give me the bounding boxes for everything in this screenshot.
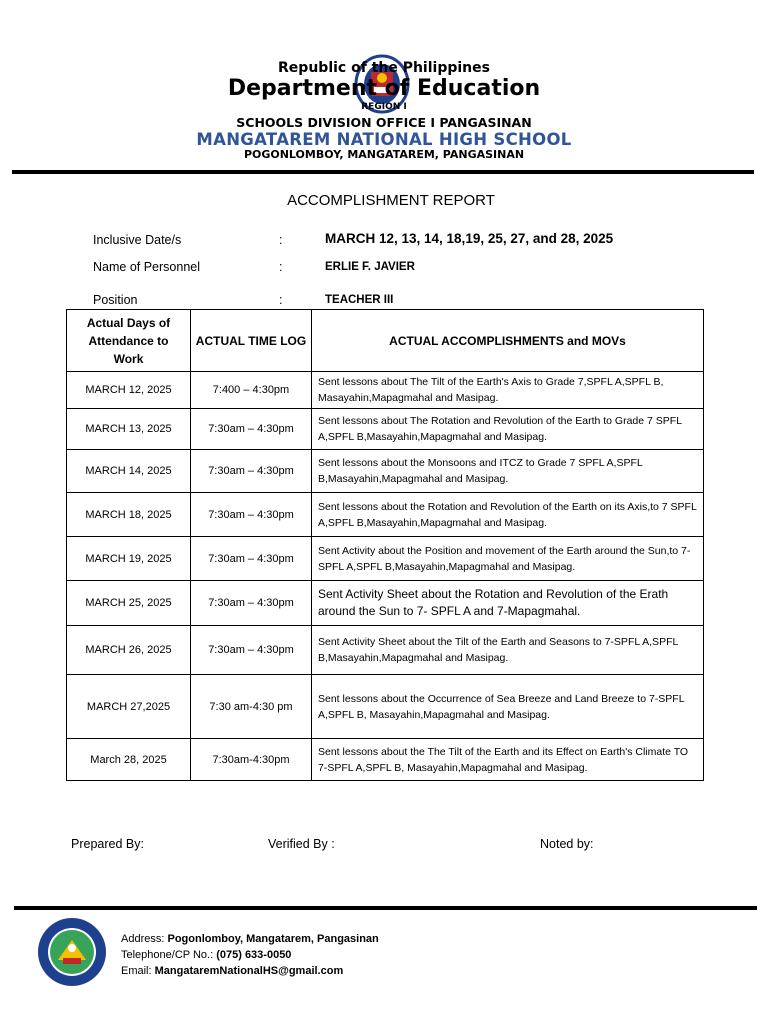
footer-email	[121, 965, 343, 977]
name-colon: :	[279, 260, 283, 274]
row-date: MARCH 27,2025	[67, 675, 191, 739]
prepared-by-label: Prepared By:	[71, 837, 144, 851]
table-row	[67, 537, 704, 581]
row-date: MARCH 18, 2025	[67, 493, 191, 537]
footer-divider	[14, 906, 757, 910]
row-time: 7:30am – 4:30pm	[191, 581, 312, 626]
school-address: POGONLOMBOY, MANGATAREM, PANGASINAN	[243, 148, 525, 161]
dates-value: MARCH 12, 13, 14, 18,19, 25, 27, and 28, 2025	[325, 231, 614, 246]
name-value: ERLIE F. JAVIER	[325, 261, 415, 273]
region-label: REGION I	[361, 102, 407, 112]
row-time: 7:400 – 4:30pm	[191, 372, 312, 409]
row-accomplishment: Sent lessons about the Rotation and Revolution of the Earth on its Axis,to 7 SPFL A,SPFL B,Masayahin,Mapagmahal and Masipag.	[312, 493, 704, 537]
row-accomplishment: Sent Activity Sheet about the Rotation and Revolution of the Erath around the Sun to 7- SPFL A and 7-Mapagmahal.	[312, 581, 704, 626]
row-time: 7:30am – 4:30pm	[191, 626, 312, 675]
noted-by-label: Noted by:	[540, 837, 594, 851]
address-value: Pogonlomboy, Mangatarem, Pangasinan	[167, 933, 379, 945]
table-row	[67, 493, 704, 537]
header-days: Actual Days of Attendance to Work	[67, 310, 191, 372]
table-header-row	[67, 310, 704, 372]
footer-address	[121, 933, 379, 945]
row-accomplishment: Sent lessons about the Monsoons and ITCZ to Grade 7 SPFL A,SPFL B,Masayahin,Mapagmahal and Masipag.	[312, 450, 704, 493]
row-date: MARCH 13, 2025	[67, 409, 191, 450]
table-row	[67, 739, 704, 781]
table-row	[67, 372, 704, 409]
table-row	[67, 626, 704, 675]
table-row	[67, 675, 704, 739]
row-accomplishment: Sent lessons about the The Tilt of the Earth and its Effect on Earth's Climate TO 7-SPFL A,SPFL B, Masayahin,Mapagmahal and Masipag.	[312, 739, 704, 781]
telephone-value: (075) 633-0050	[216, 949, 292, 961]
school-name: MANGATAREM NATIONAL HIGH SCHOOL	[196, 130, 572, 149]
telephone-label: Telephone/CP No.:	[121, 949, 214, 961]
address-label: Address:	[121, 933, 165, 945]
name-label: Name of Personnel	[93, 260, 201, 274]
header-divider	[12, 170, 754, 174]
row-accomplishment: Sent lessons about The Rotation and Revolution of the Earth to Grade 7 SPFL A,SPFL B,Masayahin,Mapagmahal and Masipag.	[312, 409, 704, 450]
table-row	[67, 409, 704, 450]
republic-label: Republic of the Philippines	[278, 60, 490, 76]
row-date: March 28, 2025	[67, 739, 191, 781]
row-time: 7:30am – 4:30pm	[191, 450, 312, 493]
row-date: MARCH 26, 2025	[67, 626, 191, 675]
verified-by-label: Verified By :	[268, 837, 335, 851]
header-accomplishments: ACTUAL ACCOMPLISHMENTS and MOVs	[312, 310, 704, 372]
row-time: 7:30am-4:30pm	[191, 739, 312, 781]
row-time: 7:30 am-4:30 pm	[191, 675, 312, 739]
row-date: MARCH 19, 2025	[67, 537, 191, 581]
division-label: SCHOOLS DIVISION OFFICE I PANGASINAN	[236, 115, 532, 130]
row-date: MARCH 14, 2025	[67, 450, 191, 493]
row-accomplishment: Sent lessons about the Occurrence of Sea Breeze and Land Breeze to 7-SPFL A,SPFL B, Masayahin,Mapagmahal and Masipag.	[312, 675, 704, 739]
row-time: 7:30am – 4:30pm	[191, 493, 312, 537]
row-time: 7:30am – 4:30pm	[191, 537, 312, 581]
table-row	[67, 581, 704, 626]
position-label: Position	[93, 293, 138, 307]
email-value: MangataremNationalHS@gmail.com	[154, 965, 344, 977]
email-label: Email:	[121, 965, 152, 977]
table-row	[67, 450, 704, 493]
department-title: Department of Education	[227, 76, 541, 101]
report-title: ACCOMPLISHMENT REPORT	[287, 192, 495, 209]
dates-colon: :	[279, 233, 283, 247]
row-accomplishment: Sent Activity about the Position and movement of the Earth around the Sun,to 7-SPFL A,SPFL B,Masayahin,Mapagmahal and Masipag.	[312, 537, 704, 581]
row-accomplishment: Sent lessons about The Tilt of the Earth's Axis to Grade 7,SPFL A,SPFL B, Masayahin,Mapagmahal and Masipag.	[312, 372, 704, 409]
accomplishment-table	[66, 309, 704, 781]
position-colon: :	[279, 293, 283, 307]
school-seal-icon	[36, 916, 108, 988]
footer-telephone	[121, 949, 291, 961]
row-date: MARCH 25, 2025	[67, 581, 191, 626]
dates-label: Inclusive Date/s	[93, 233, 182, 247]
position-value: TEACHER III	[325, 294, 394, 306]
header-time: ACTUAL TIME LOG	[191, 310, 312, 372]
row-time: 7:30am – 4:30pm	[191, 409, 312, 450]
row-date: MARCH 12, 2025	[67, 372, 191, 409]
row-accomplishment: Sent Activity Sheet about the Tilt of the Earth and Seasons to 7-SPFL A,SPFL B,Masayahin,Mapagmahal and Masipag.	[312, 626, 704, 675]
